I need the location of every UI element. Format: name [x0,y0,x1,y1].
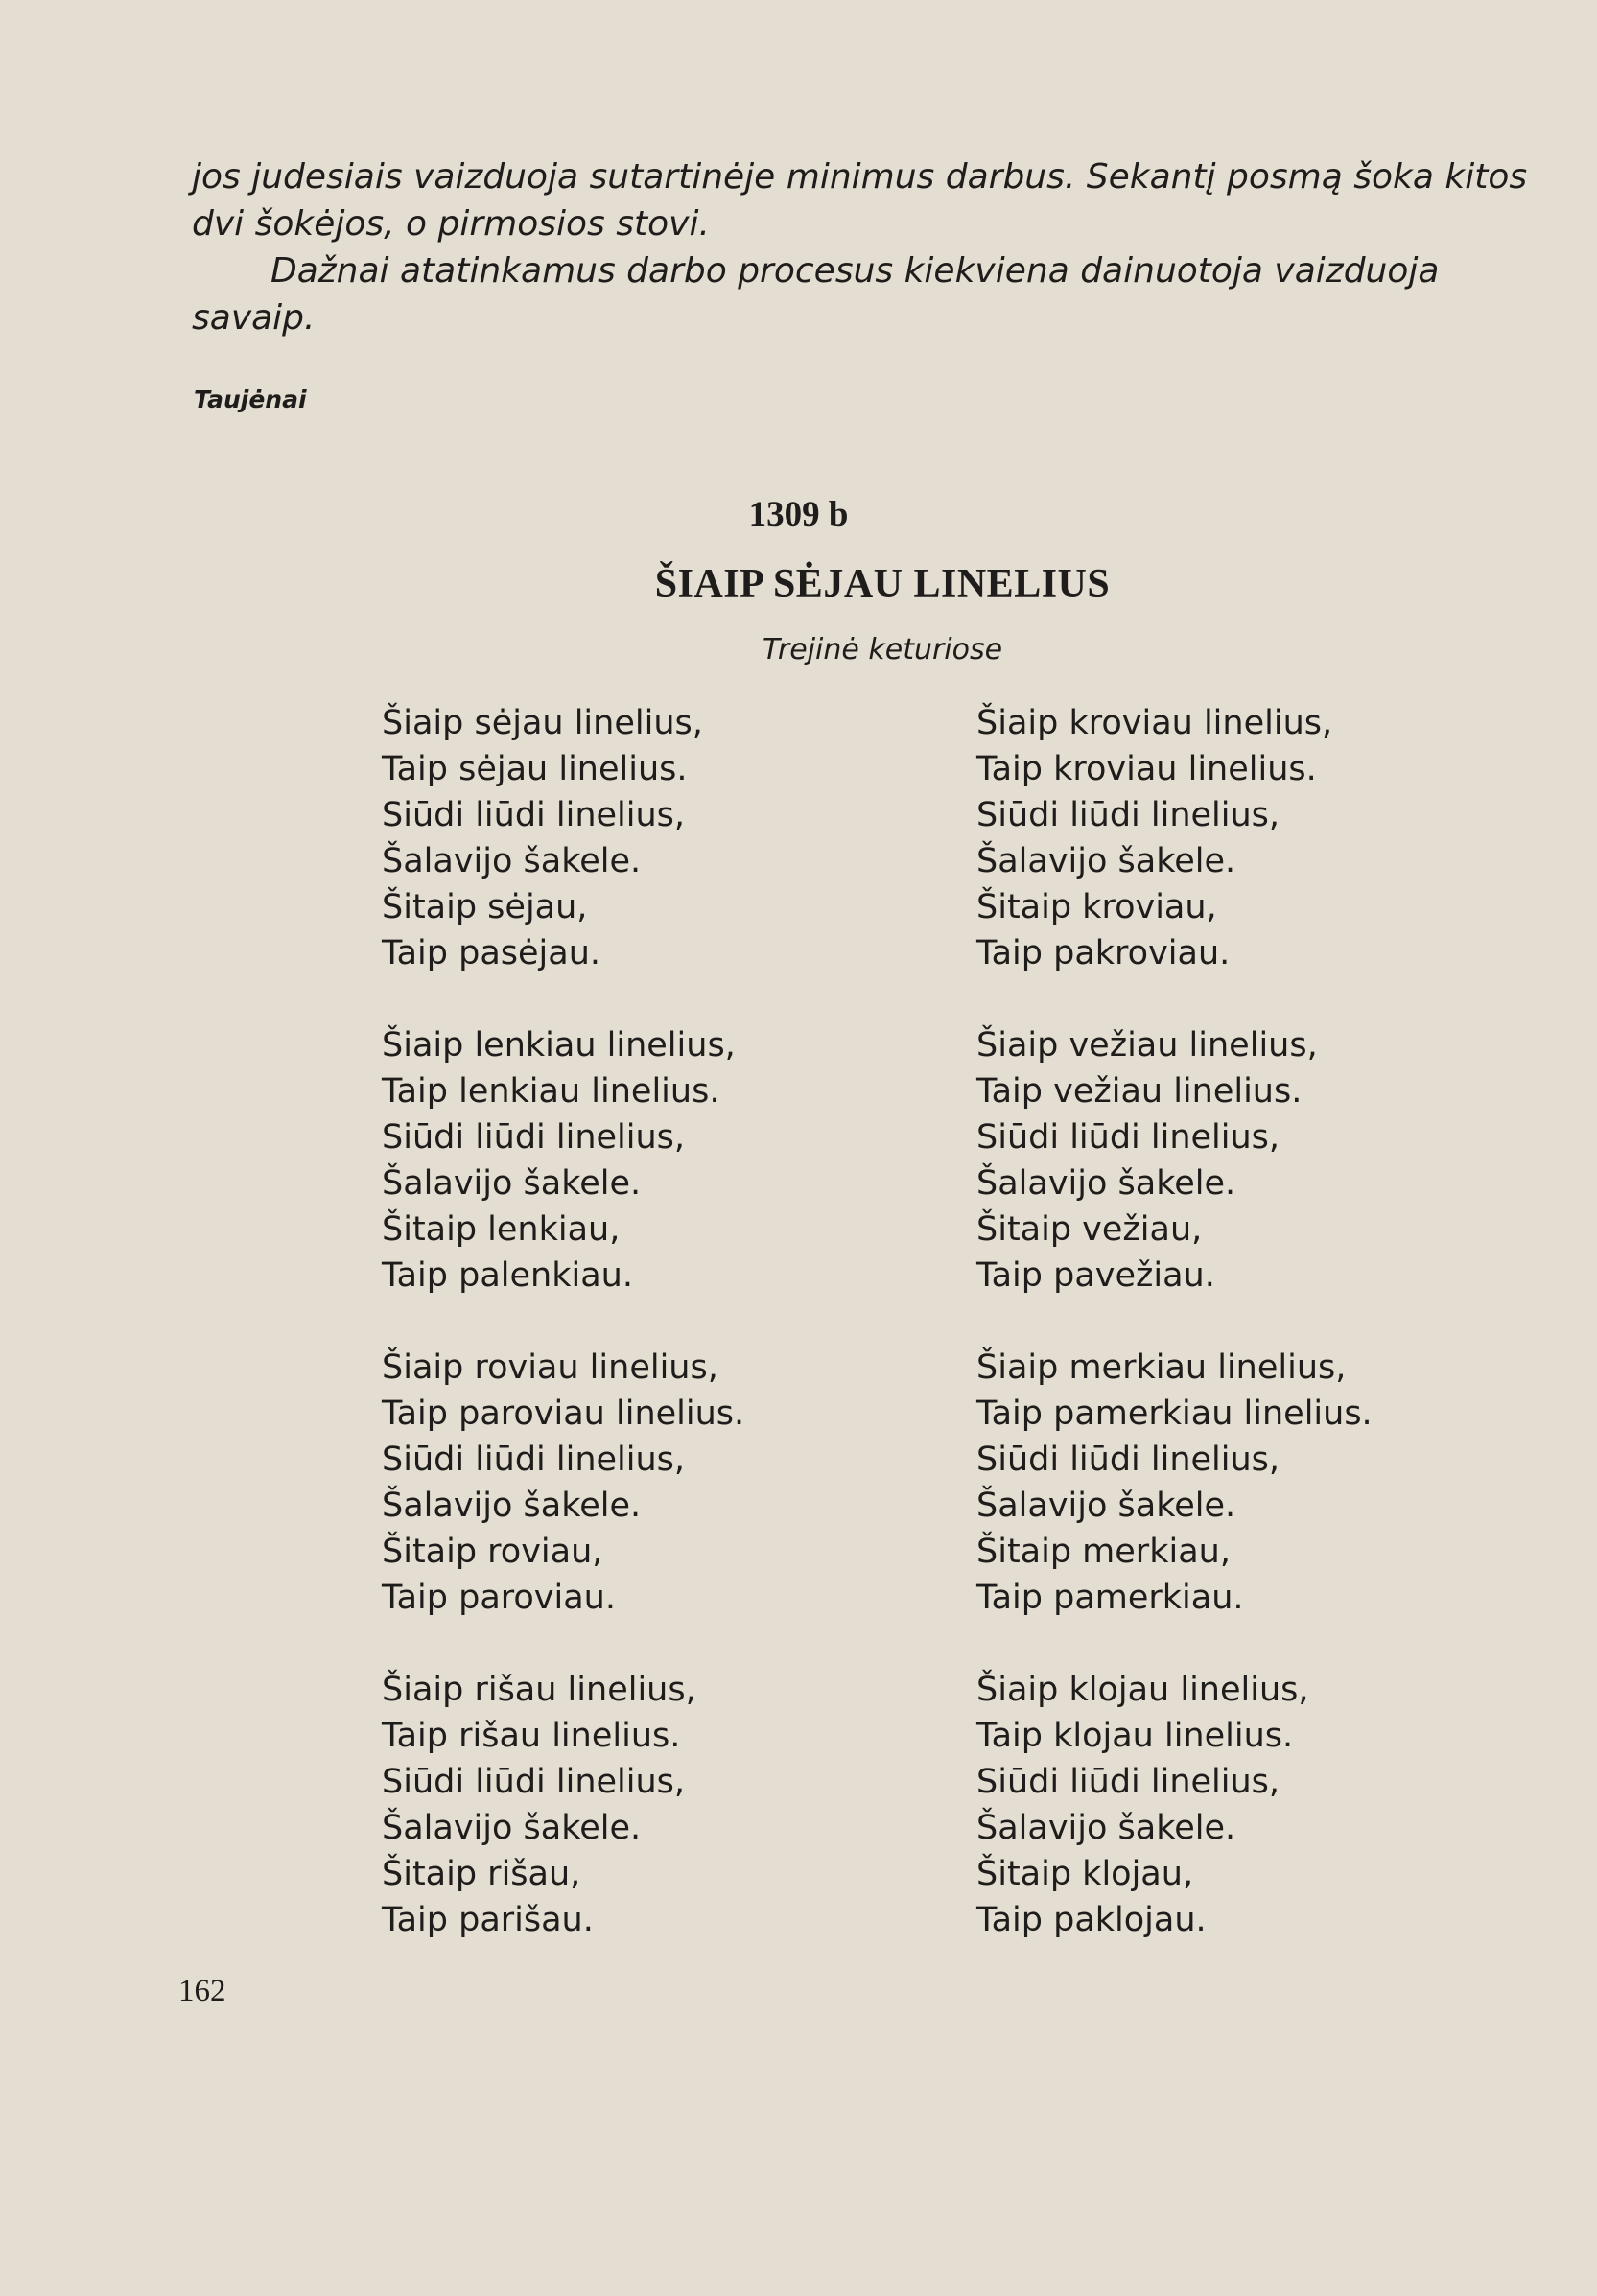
lyrics-column-right [976,700,1373,1989]
song-genre: Trejinė keturiose [762,633,1003,667]
lyric-line: Šiaip klojau linelius, [976,1671,1309,1709]
lyric-line: Šiaip kroviau linelius, [976,704,1333,742]
lyric-line: Taip klojau linelius. [976,1717,1294,1755]
lyric-line: Taip palenkiau. [382,1256,633,1295]
lyric-line: Taip kroviau linelius. [976,750,1317,788]
lyric-line: Taip rišau linelius. [382,1717,681,1755]
lyric-line: Siūdi liūdi linelius, [382,1763,686,1801]
lyric-line: Taip vežiau linelius. [976,1072,1303,1111]
lyric-line: Taip pamerkiau. [976,1579,1244,1617]
lyric-line: Taip parišau. [382,1901,594,1939]
lyric-line: Šitaip sėjau, [382,888,588,926]
lyric-line: Siūdi liūdi linelius, [976,1441,1280,1479]
lyric-line: Šalavijo šakele. [976,1487,1236,1525]
lyric-line: Šiaip rišau linelius, [382,1671,696,1709]
lyric-line: Siūdi liūdi linelius, [382,1118,686,1157]
lyric-line: Šitaip rišau, [382,1855,581,1893]
lyric-line: Siūdi liūdi linelius, [976,1118,1280,1157]
lyric-line: Šalavijo šakele. [976,1809,1236,1847]
lyric-line: Šiaip roviau linelius, [382,1348,718,1387]
lyric-line: Šalavijo šakele. [382,842,642,880]
intro-text [192,153,1563,341]
lyric-line: Šalavijo šakele. [976,1164,1236,1203]
lyric-line: Šiaip vežiau linelius, [976,1026,1318,1065]
lyrics-column-left [382,700,744,1989]
page-number: 162 [178,1974,226,2008]
stanza [976,700,1373,976]
stanza [382,1667,744,1943]
song-title: ŠIAIP SĖJAU LINELIUS [654,562,1111,606]
lyric-line: Siūdi liūdi linelius, [976,1763,1280,1801]
lyric-line: Taip paroviau linelius. [382,1394,745,1433]
stanza [976,1345,1373,1621]
lyric-line: Šalavijo šakele. [382,1487,642,1525]
lyric-line: Taip sėjau linelius. [382,750,688,788]
lyric-line: Šitaip vežiau, [976,1210,1203,1249]
lyric-line: Taip paklojau. [976,1901,1207,1939]
lyric-line: Taip paroviau. [382,1579,616,1617]
song-number: 1309 b [748,495,849,534]
lyric-line: Taip pakroviau. [976,934,1231,972]
stanza [976,1667,1373,1943]
stanza [382,1022,744,1299]
lyric-line: Šitaip roviau, [382,1533,603,1571]
lyric-line: Šitaip klojau, [976,1855,1194,1893]
stanza [382,700,744,976]
lyric-line: Taip pamerkiau linelius. [976,1394,1373,1433]
lyric-line: Šiaip sėjau linelius, [382,704,703,742]
stanza [382,1345,744,1621]
intro-paragraph-2: Dažnai atatinkamus darbo procesus kiekviena dainuotoja vaizduoja savaip. [192,251,1440,338]
lyric-line: Šalavijo šakele. [382,1809,642,1847]
lyric-line: Siūdi liūdi linelius, [976,796,1280,834]
region-label: Taujėnai [194,386,307,413]
lyric-line: Taip pasėjau. [382,934,601,972]
lyric-line: Šiaip merkiau linelius, [976,1348,1347,1387]
stanza [976,1022,1373,1299]
lyric-line: Šitaip lenkiau, [382,1210,621,1249]
lyric-line: Siūdi liūdi linelius, [382,796,686,834]
lyric-line: Šiaip lenkiau linelius, [382,1026,736,1065]
lyric-line: Šalavijo šakele. [976,842,1236,880]
lyric-line: Taip pavežiau. [976,1256,1215,1295]
lyric-line: Siūdi liūdi linelius, [382,1441,686,1479]
lyric-line: Šalavijo šakele. [382,1164,642,1203]
intro-paragraph-1: jos judesiais vaizduoja sutartinėje minimus darbus. Sekantį posmą šoka kitos dvi šokėjos, o pirmosios stovi. [192,157,1528,244]
lyric-line: Taip lenkiau linelius. [382,1072,720,1111]
lyric-line: Šitaip merkiau, [976,1533,1231,1571]
lyric-line: Šitaip kroviau, [976,888,1217,926]
